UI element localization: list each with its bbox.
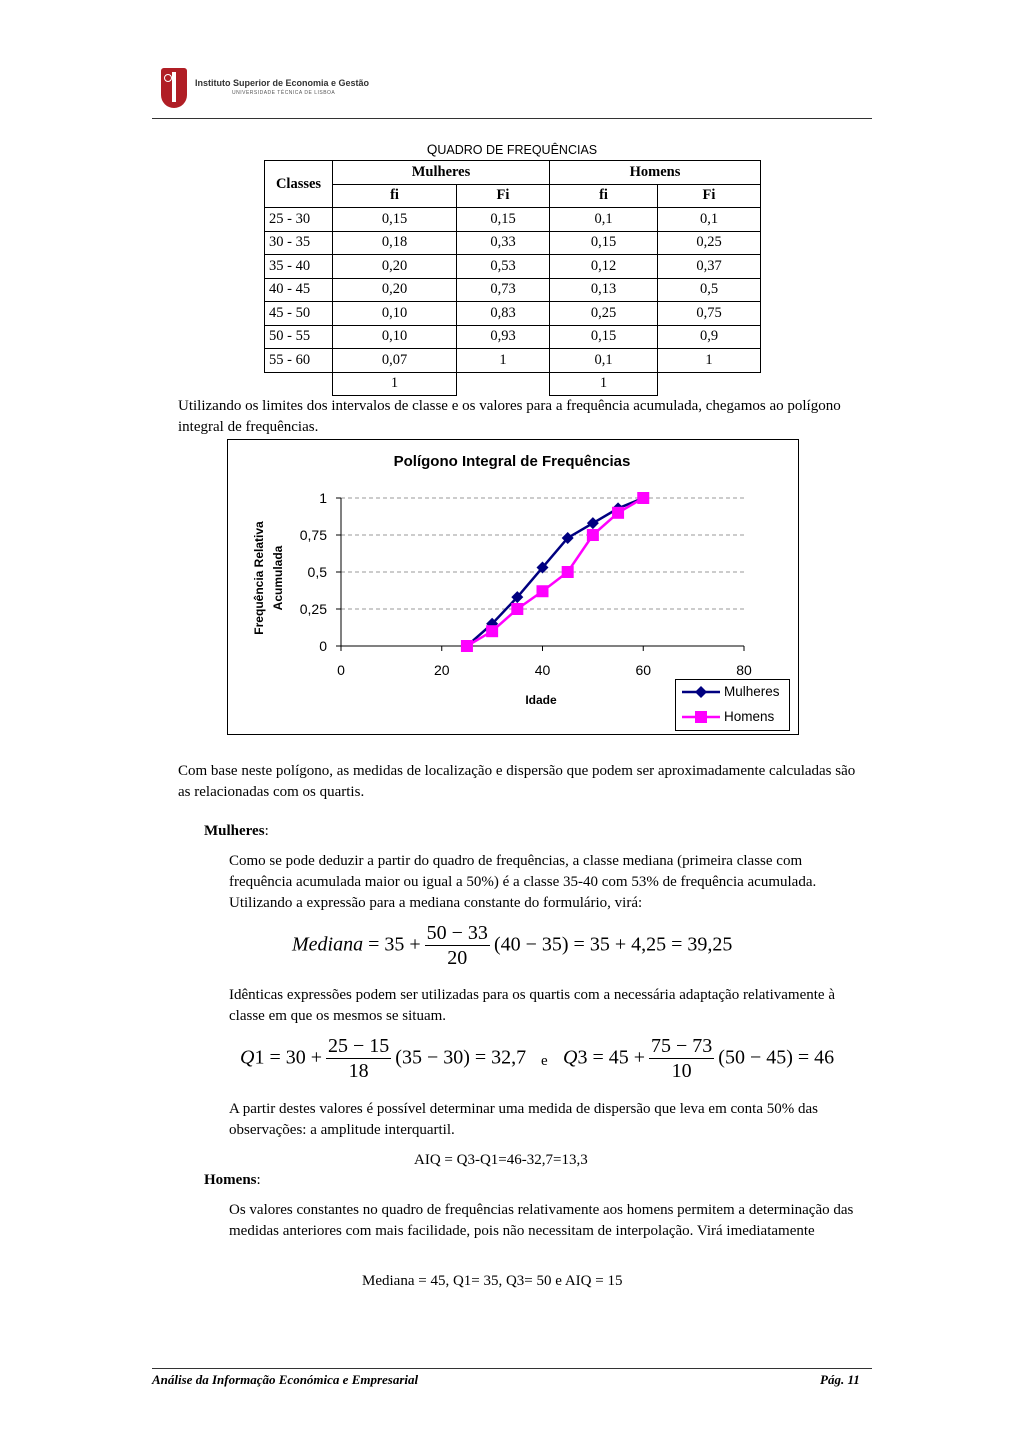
cell-h-fi: 0,1 — [550, 349, 658, 373]
paragraph-mediana: Como se pode deduzir a partir do quadro de frequências, a classe mediana (primeira classe com frequência acumulada maior ou igual a 50%) é a classe 35-40 com 53% de frequência acumulada. Utilizando a expressão para a mediana constante do formulário, virá: — [229, 853, 817, 911]
cell-h-fi: 0,13 — [550, 278, 658, 302]
cell-h-Fi: 0,25 — [658, 231, 761, 255]
header-rule — [152, 118, 872, 119]
point-homens — [612, 507, 624, 519]
cell-h-Fi: 0,5 — [658, 278, 761, 302]
header-classes: Classes — [265, 161, 333, 208]
aiq-formula: AIQ = Q3-Q1=46-32,7=13,3 — [414, 1152, 588, 1168]
x-tick-label: 40 — [534, 662, 551, 678]
cell-h-Fi: 0,75 — [658, 302, 761, 326]
cell-m-fi: 0,10 — [333, 302, 457, 326]
cell-m-fi: 0,20 — [333, 255, 457, 279]
point-homens — [562, 566, 574, 578]
chart-legend — [675, 679, 790, 731]
x-tick-label: 20 — [433, 662, 450, 678]
cell-m-fi: 0,15 — [333, 208, 457, 232]
cell-classe: 25 - 30 — [265, 208, 333, 232]
institution-name: Instituto Superior de Economia e Gestão — [195, 78, 370, 88]
y-tick-label: 0,25 — [299, 601, 327, 617]
x-tick-label: 80 — [736, 662, 752, 678]
table-row — [265, 302, 761, 326]
table-total-row — [265, 372, 761, 396]
table-row — [265, 255, 761, 279]
paragraph-homens: Os valores constantes no quadro de frequências relativamente aos homens permitem a determinação das medidas anteriores com mais facilidade, pois não necessitam de interpolação. Virá imediatamente — [229, 1202, 854, 1239]
legend-item-homens — [676, 705, 789, 729]
header-homens: Homens — [550, 161, 761, 185]
paragraph-quartis: Idênticas expressões podem ser utilizadas para os quartis com a necessária adaptação relativamente à classe em que os mesmos se situam. — [229, 987, 835, 1024]
y-tick-label: 0 — [319, 638, 327, 654]
y-tick-label: 0,5 — [307, 564, 327, 580]
cell-h-Fi: 1 — [658, 349, 761, 373]
x-tick-label: 0 — [337, 662, 345, 678]
cell-m-fi: 0,07 — [333, 349, 457, 373]
table-title: QUADRO DE FREQUÊNCIAS — [426, 142, 598, 157]
legend-label-homens: Homens — [724, 709, 775, 724]
mulheres-heading: Mulheres: — [204, 823, 269, 839]
university-name: UNIVERSIDADE TÉCNICA DE LISBOA — [232, 90, 336, 96]
header-mulheres: Mulheres — [333, 161, 550, 185]
cell-h-Fi: 0,37 — [658, 255, 761, 279]
cell-m-Fi: 0,53 — [457, 255, 550, 279]
formula-connector: e — [541, 1053, 548, 1069]
formula-mediana: Mediana = 35 + $\frac{50 - 33}{20}$ (40 − 35) = 35 + 4,25 = 39,25 — [292, 922, 733, 969]
header-h-fi: fi — [550, 184, 658, 208]
footer-rule — [152, 1368, 872, 1369]
header-h-Fi: Fi — [658, 184, 761, 208]
cell-classe: 40 - 45 — [265, 278, 333, 302]
paragraph-dispersao: A partir destes valores é possível determinar uma medida de dispersão que leva em conta 50% das observações: a amplitude interquartil. — [229, 1101, 818, 1138]
cell-h-fi: 0,25 — [550, 302, 658, 326]
header-m-Fi: Fi — [457, 184, 550, 208]
cell-h-fi: 0,12 — [550, 255, 658, 279]
cell-h-Fi: 0,9 — [658, 325, 761, 349]
cell-m-Fi: 0,83 — [457, 302, 550, 326]
cell-m-fi: 0,18 — [333, 231, 457, 255]
homens-heading: Homens: — [204, 1172, 261, 1188]
footer-title: Análise da Informação Económica e Empresarial — [152, 1372, 419, 1387]
y-tick-label: 0,75 — [299, 527, 327, 543]
legend-item-mulheres — [676, 680, 789, 704]
cell-m-Fi: 0,15 — [457, 208, 550, 232]
frequency-table — [264, 160, 761, 396]
chart-ylabel-2: Acumulada — [271, 545, 285, 611]
paragraph-base: Com base neste polígono, as medidas de localização e dispersão que podem ser aproximadamente calculadas são as relacionadas com os quartis. — [178, 763, 856, 800]
cell-h-fi: 0,15 — [550, 325, 658, 349]
point-homens — [587, 529, 599, 541]
legend-label-mulheres: Mulheres — [724, 684, 780, 699]
cell-classe: 45 - 50 — [265, 302, 333, 326]
point-homens — [537, 585, 549, 597]
formula-q1: Q1 = 30 + $\frac{25 - 15}{18}$ (35 − 30) = 32,7 — [240, 1035, 527, 1082]
cell-classe: 50 - 55 — [265, 325, 333, 349]
cell-m-Fi: 1 — [457, 349, 550, 373]
cell-h-fi: 0,1 — [550, 208, 658, 232]
table-row — [265, 208, 761, 232]
cell-m-fi: 0,20 — [333, 278, 457, 302]
cell-classe: 55 - 60 — [265, 349, 333, 373]
cell-m-Fi: 0,33 — [457, 231, 550, 255]
cell-h-Fi: 0,1 — [658, 208, 761, 232]
iseg-logo-icon — [161, 68, 187, 108]
total-mulheres: 1 — [333, 372, 457, 396]
point-homens — [486, 625, 498, 637]
page-number: Pág. 11 — [820, 1372, 860, 1387]
x-tick-label: 60 — [635, 662, 652, 678]
cell-m-fi: 0,10 — [333, 325, 457, 349]
point-homens — [511, 603, 523, 615]
header-m-fi: fi — [333, 184, 457, 208]
point-homens — [461, 640, 473, 652]
table-row — [265, 278, 761, 302]
formula-q3: Q3 = 45 + $\frac{75 - 73}{10}$ (50 − 45) = 46 — [563, 1035, 835, 1082]
legend-homens-icon — [676, 705, 722, 729]
y-tick-label: 1 — [319, 490, 327, 506]
legend-mulheres-icon — [676, 680, 722, 704]
chart-ylabel-1: Frequência Relativa — [252, 521, 266, 635]
cell-classe: 30 - 35 — [265, 231, 333, 255]
intro-paragraph: Utilizando os limites dos intervalos de classe e os valores para a frequência acumulada, chegamos ao polígono integral de frequências. — [178, 398, 841, 435]
cell-classe: 35 - 40 — [265, 255, 333, 279]
table-row — [265, 325, 761, 349]
total-homens: 1 — [550, 372, 658, 396]
point-homens — [637, 492, 649, 504]
cell-m-Fi: 0,73 — [457, 278, 550, 302]
chart-title: Polígono Integral de Frequências — [393, 453, 631, 470]
cell-h-fi: 0,15 — [550, 231, 658, 255]
chart-xlabel: Idade — [525, 693, 557, 707]
point-mulheres — [587, 517, 599, 529]
homens-results: Mediana = 45, Q1= 35, Q3= 50 e AIQ = 15 — [362, 1273, 623, 1289]
table-row — [265, 231, 761, 255]
cell-m-Fi: 0,93 — [457, 325, 550, 349]
table-row — [265, 349, 761, 373]
